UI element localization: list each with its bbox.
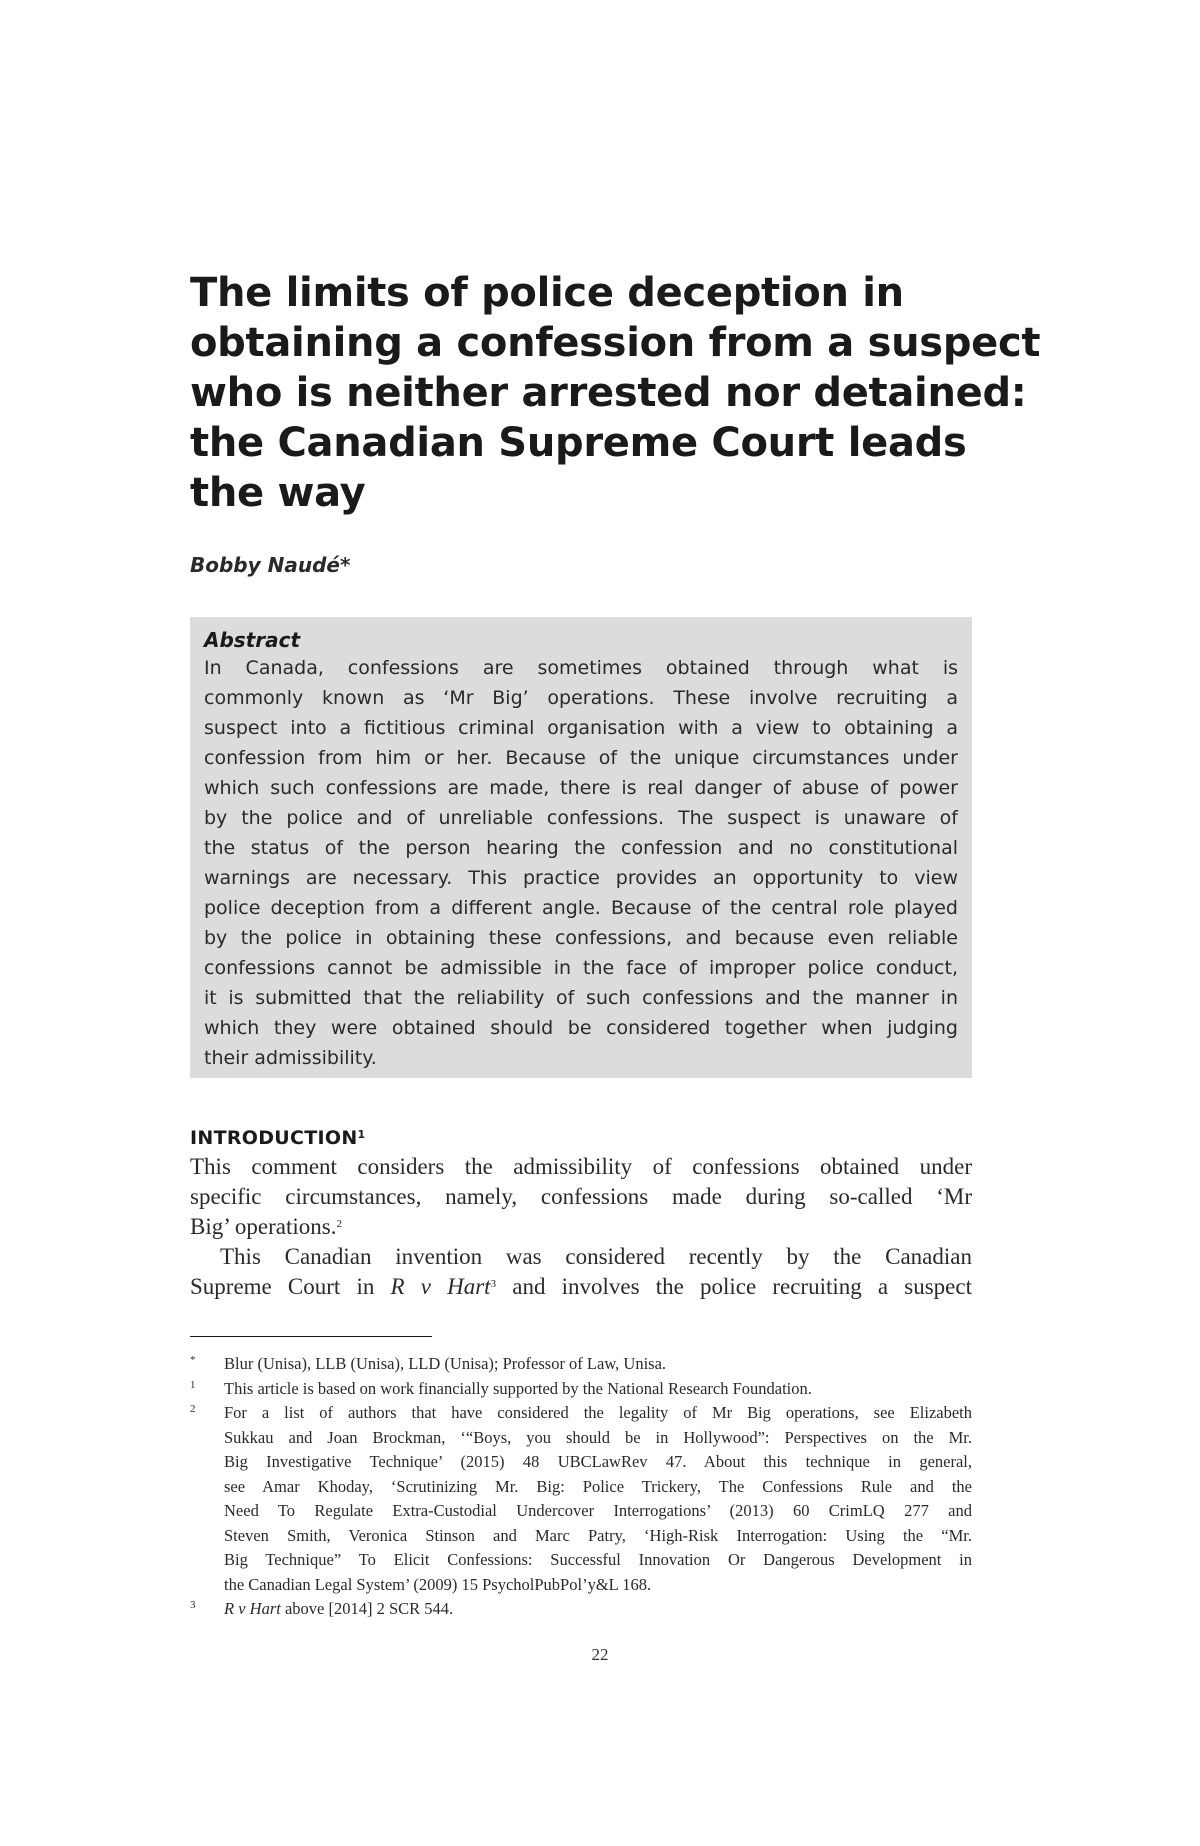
footnote-mark: 2 bbox=[190, 1403, 196, 1415]
footnote-line: Blur (Unisa), LLB (Unisa), LLD (Unisa); Professor of Law, Unisa. bbox=[224, 1354, 667, 1373]
footnotes bbox=[190, 1352, 972, 1622]
abstract-box bbox=[190, 617, 972, 1078]
footnote-line bbox=[224, 1597, 972, 1622]
title-line: the way bbox=[190, 470, 366, 516]
footnote-line: Big Technique” To Elicit Confessions: Successful Innovation Or Dangerous Development in bbox=[224, 1550, 972, 1569]
body-text bbox=[190, 1152, 972, 1302]
body-line-text: and involves the police recruiting a suspect bbox=[496, 1274, 972, 1299]
title-line: obtaining a confession from a suspect bbox=[190, 320, 1041, 366]
abstract-line: the status of the person hearing the confession and no constitutional bbox=[204, 837, 958, 859]
footnote-ref: 2 bbox=[336, 1218, 342, 1230]
body-line-text: Big’ operations. bbox=[190, 1214, 337, 1239]
case-name: R v Hart bbox=[390, 1274, 491, 1299]
footnote bbox=[190, 1597, 972, 1622]
footnote-line: the Canadian Legal System’ (2009) 15 PsycholPubPol’y&L 168. bbox=[224, 1574, 652, 1594]
author-name: Bobby Naudé* bbox=[190, 553, 351, 577]
footnote bbox=[190, 1352, 972, 1377]
footnote-line: This article is based on work financially supported by the National Research Foundation. bbox=[224, 1378, 812, 1398]
case-name: R v Hart bbox=[224, 1599, 281, 1618]
introduction-heading bbox=[190, 1126, 366, 1150]
footnote-separator bbox=[190, 1336, 432, 1337]
abstract-line: their admissibility. bbox=[204, 1047, 377, 1069]
footnote-ref: 1 bbox=[357, 1128, 366, 1141]
article-title bbox=[190, 268, 1041, 518]
footnote-ref: 3 bbox=[490, 1278, 497, 1290]
abstract-line: commonly known as ‘Mr Big’ operations. These involve recruiting a bbox=[204, 687, 958, 709]
abstract-line: In Canada, confessions are sometimes obtained through what is bbox=[204, 657, 958, 679]
body-line: This Canadian invention was considered recently by the Canadian bbox=[220, 1244, 972, 1269]
abstract-line: which they were obtained should be considered together when judging bbox=[204, 1017, 958, 1039]
body-line bbox=[190, 1212, 972, 1242]
abstract-line: suspect into a fictitious criminal organisation with a view to obtaining a bbox=[204, 717, 958, 739]
abstract-text bbox=[204, 653, 958, 1073]
body-line: specific circumstances, namely, confessions made during so-called ‘Mr bbox=[190, 1184, 972, 1209]
footnote-line: For a list of authors that have considered the legality of Mr Big operations, see Elizabeth bbox=[224, 1403, 972, 1422]
abstract-line: which such confessions are made, there is real danger of abuse of power bbox=[204, 777, 958, 799]
body-line-text: Supreme Court in bbox=[190, 1274, 391, 1299]
abstract-line: by the police in obtaining these confessions, and because even reliable bbox=[204, 927, 958, 949]
title-line: who is neither arrested nor detained: bbox=[190, 370, 1027, 416]
page-number: 22 bbox=[591, 1645, 609, 1664]
footnote-line: Need To Regulate Extra-Custodial Undercover Interrogations’ (2013) 60 CrimLQ 277 and bbox=[224, 1501, 972, 1520]
footnote-mark: 1 bbox=[190, 1378, 196, 1391]
introduction-heading-text: INTRODUCTION bbox=[190, 1127, 358, 1149]
footnote-line-text: above [2014] 2 SCR 544. bbox=[280, 1599, 454, 1618]
abstract-heading: Abstract bbox=[204, 628, 301, 652]
footnote-mark: 3 bbox=[190, 1599, 196, 1611]
body-line: This comment considers the admissibility of confessions obtained under bbox=[190, 1154, 972, 1179]
abstract-line: confession from him or her. Because of the unique circumstances under bbox=[204, 747, 958, 769]
title-line: The limits of police deception in bbox=[190, 270, 904, 316]
footnote bbox=[190, 1377, 972, 1402]
footnote-line: Steven Smith, Veronica Stinson and Marc Patry, ‘High-Risk Interrogation: Using the “Mr. bbox=[224, 1525, 972, 1545]
body-line bbox=[190, 1272, 972, 1302]
abstract-line: police deception from a different angle. Because of the central role played bbox=[204, 897, 958, 919]
abstract-line: confessions cannot be admissible in the face of improper police conduct, bbox=[204, 957, 958, 979]
footnote bbox=[190, 1401, 972, 1597]
footnote-line: Sukkau and Joan Brockman, ‘“Boys, you should be in Hollywood”: Perspectives on the Mr. bbox=[224, 1427, 972, 1447]
footnote-line: see Amar Khoday, ‘Scrutinizing Mr. Big: Police Trickery, The Confessions Rule and the bbox=[224, 1476, 972, 1496]
abstract-line: by the police and of unreliable confessions. The suspect is unaware of bbox=[204, 807, 958, 829]
abstract-line: it is submitted that the reliability of such confessions and the manner in bbox=[204, 987, 958, 1009]
abstract-line: warnings are necessary. This practice provides an opportunity to view bbox=[204, 867, 958, 889]
title-line: the Canadian Supreme Court leads bbox=[190, 420, 967, 466]
footnote-line: Big Investigative Technique’ (2015) 48 UBCLawRev 47. About this technique in general, bbox=[224, 1452, 972, 1471]
footnote-mark: * bbox=[190, 1354, 196, 1366]
